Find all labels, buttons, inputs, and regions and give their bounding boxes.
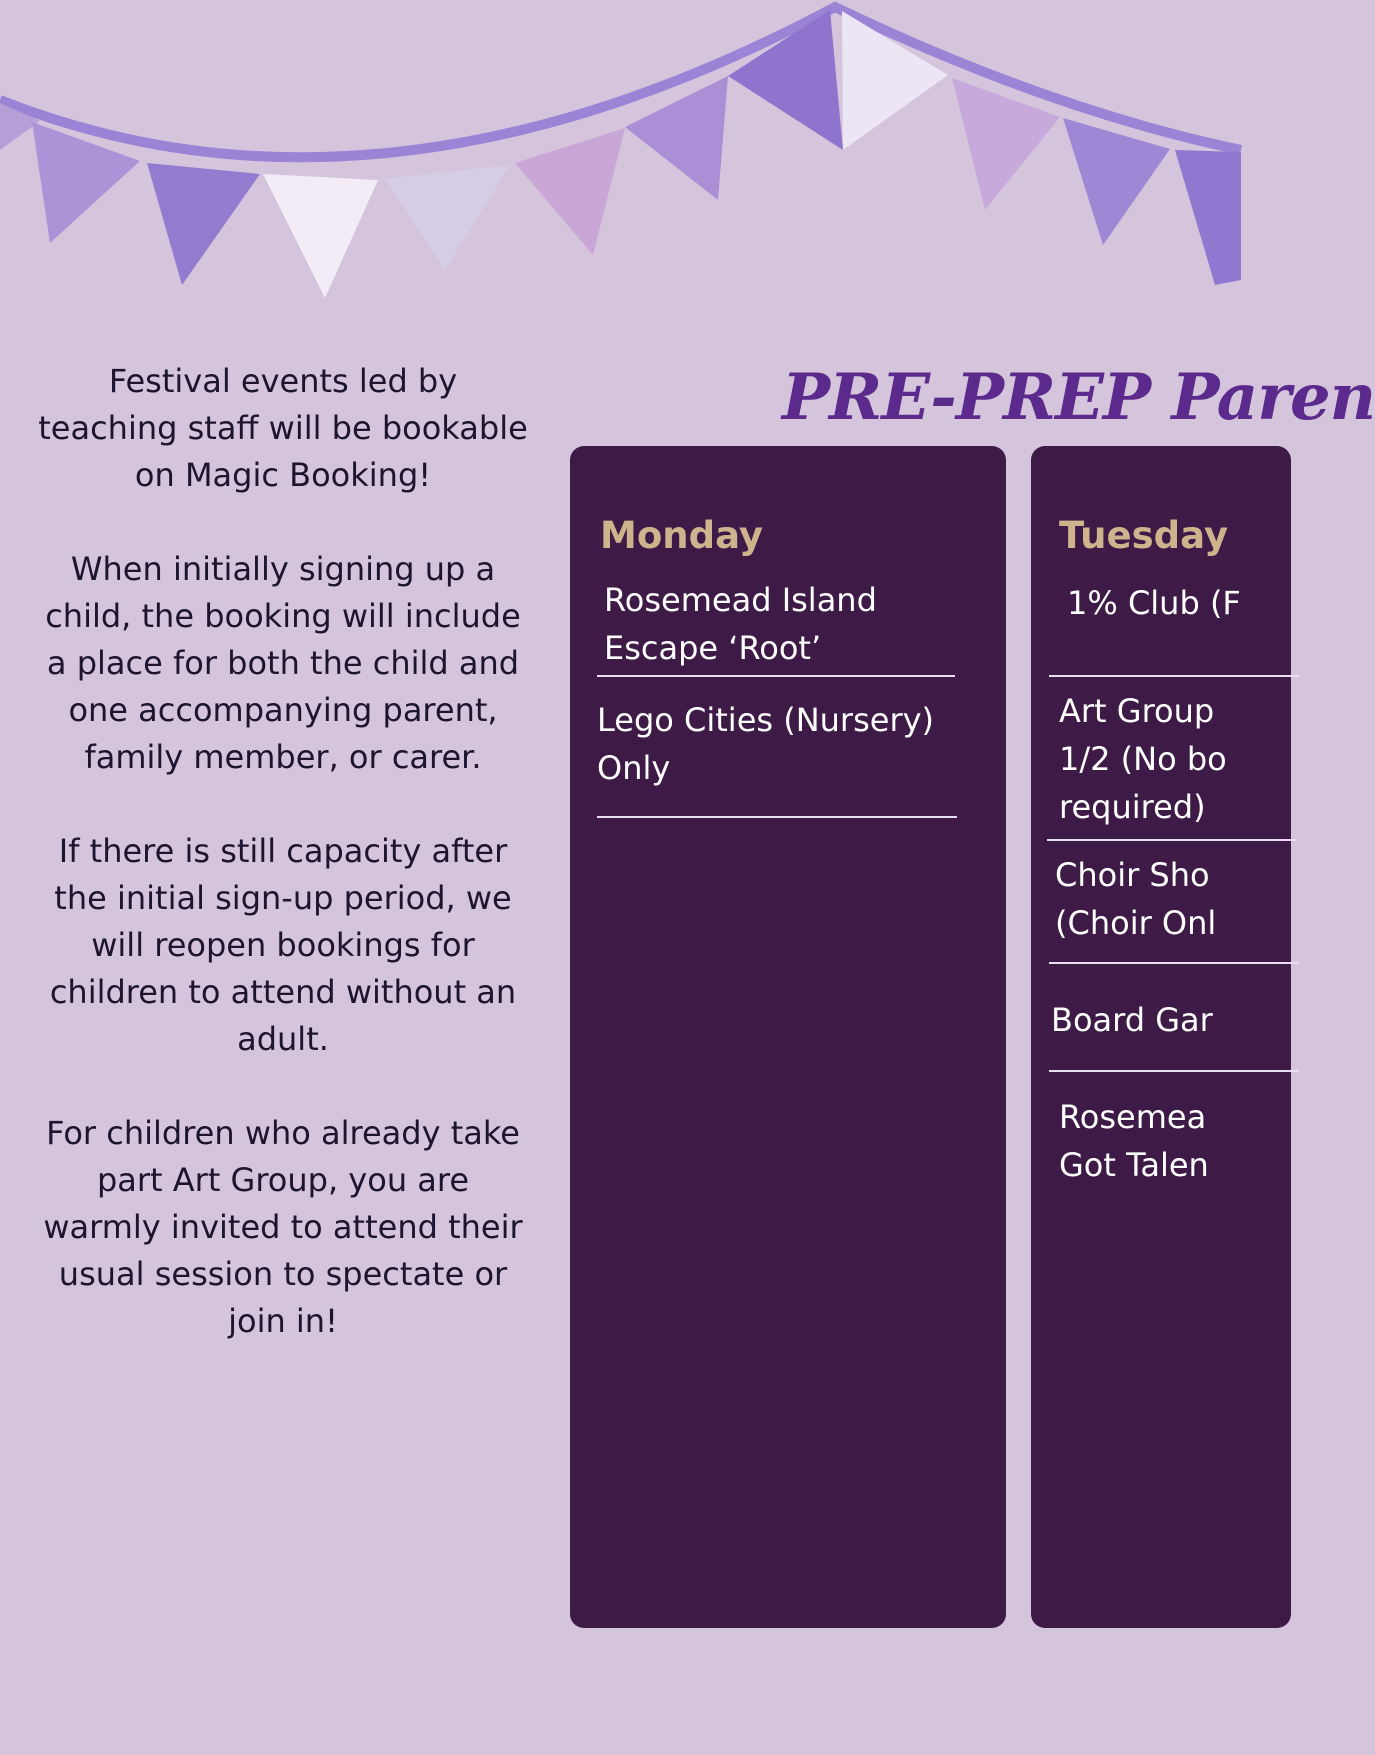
event-line: Art Group (1059, 692, 1215, 730)
event-item (1059, 1093, 1209, 1189)
event-item (1055, 851, 1216, 947)
event-line: 1/2 (No bo (1059, 740, 1227, 778)
event-item (597, 696, 934, 792)
event-line: Rosemea (1059, 1098, 1207, 1136)
tuesday-panel (1031, 446, 1291, 1628)
bunting-flag (515, 128, 625, 255)
event-line: Only (597, 749, 671, 787)
event-line: (Choir Onl (1055, 904, 1217, 942)
day-title: Monday (600, 514, 764, 557)
bunting-flag (1175, 150, 1241, 285)
event-divider (1049, 1070, 1299, 1072)
intro-paragraph: When initially signing up a child, the booking will include a place for both the child and one accompanying parent, family member, or carer. (45, 550, 521, 776)
event-item (1051, 996, 1213, 1044)
event-line: Escape ‘Root’ (604, 629, 822, 667)
intro-paragraph: Festival events led by teaching staff will be bookable on Magic Booking! (38, 362, 528, 494)
event-item (1059, 687, 1227, 831)
event-line: 1% Club (F (1067, 584, 1241, 622)
bunting-flag (263, 174, 378, 298)
event-line: Got Talen (1059, 1146, 1209, 1184)
event-line: Rosemead Island (604, 581, 877, 619)
event-line: Choir Sho (1055, 856, 1210, 894)
event-divider (1049, 962, 1299, 964)
event-line: required) (1059, 788, 1206, 826)
bunting-decoration (0, 0, 1241, 300)
event-divider (597, 675, 955, 677)
bunting-flag (385, 165, 510, 270)
page-title: PRE-PREP Paren (782, 360, 1375, 435)
intro-text (38, 358, 528, 1392)
event-line: Lego Cities (Nursery) (597, 701, 935, 739)
event-divider (1049, 675, 1299, 677)
intro-paragraph: For children who already take part Art Group, you are warmly invited to attend their usual session to spectate or join in! (43, 1114, 523, 1340)
day-title: Tuesday (1059, 514, 1229, 557)
event-divider (597, 816, 957, 818)
bunting-flag (1063, 118, 1170, 245)
bunting-flag (147, 163, 260, 285)
event-item (604, 576, 877, 672)
monday-panel (570, 446, 1006, 1628)
event-item (1067, 579, 1241, 627)
event-divider (1047, 839, 1297, 841)
intro-paragraph: If there is still capacity after the initial sign-up period, we will reopen bookings for children to attend without an adult. (49, 832, 517, 1058)
event-line: Board Gar (1051, 1001, 1213, 1039)
